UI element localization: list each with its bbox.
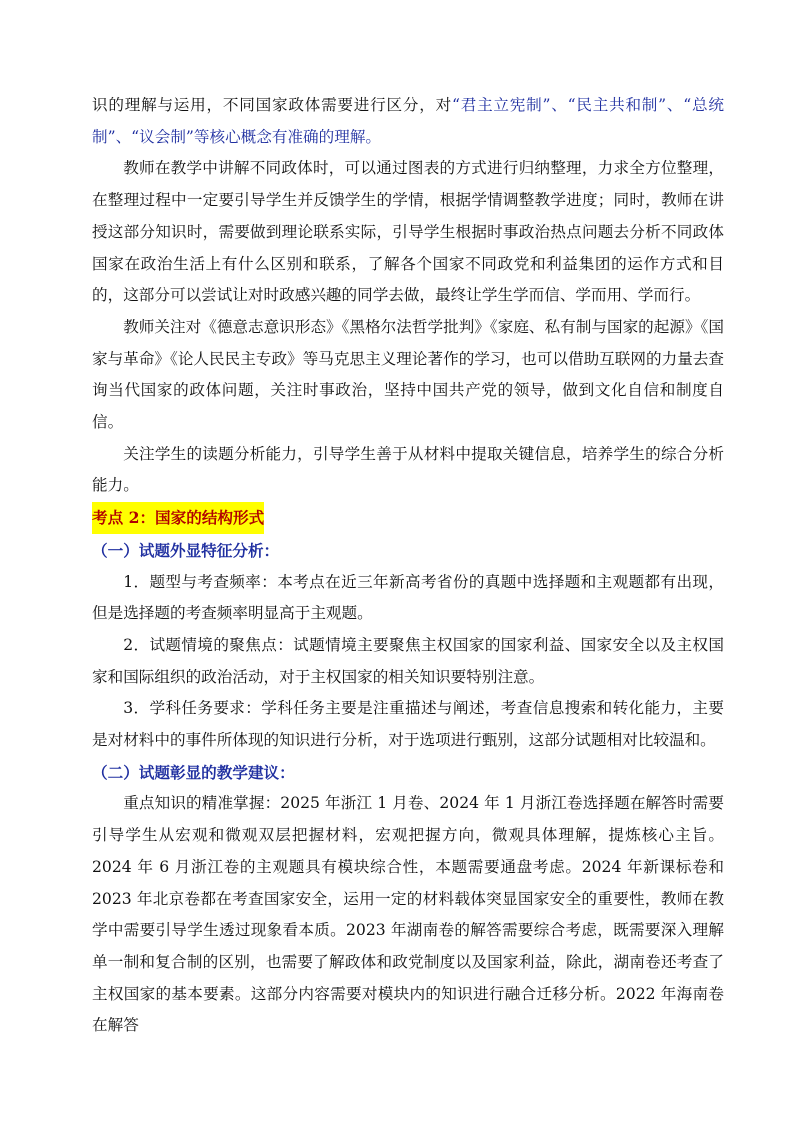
paragraph-teaching-method: 教师在教学中讲解不同政体时，可以通过图表的方式进行归纳整理，力求全方位整理，在整理过程中一定要引导学生并反馈学生的学情，根据学情调整教学进度；同时，教师在讲授这部分知识时，需要做到理论联系实际，引导学生根据时事政治热点问题去分析不同政体国家在政治生活上有什么区别和联系，了解各个国家不同政党和利益集团的运作方式和目的，这部分可以尝试让对时政感兴趣的同学去做，最终让学生学而信、学而用、学而行。	[92, 159, 724, 305]
subheading-suggestions: （二）试题彰显的教学建议：	[92, 762, 295, 782]
list-item-question-type: 1．题型与考查频率：本考点在近三年新高考省份的真题中选择题和主观题都有出现，但是选择题的考查频率明显高于主观题。	[92, 572, 724, 623]
paragraph-text: 识的理解与运用，不同国家政体需要进行区分，对	[92, 96, 452, 114]
document-body	[92, 90, 724, 1042]
subheading-features: （一）试题外显特征分析：	[92, 540, 280, 560]
list-item-context-focus: 2．试题情境的聚焦点：试题情境主要聚焦主权国家的国家利益、国家安全以及主权国家和国际组织的政治活动，对于主权国家的相关知识要特别注意。	[92, 635, 724, 686]
section-heading-row	[92, 502, 724, 535]
paragraph-theory-study: 教师关注对《德意志意识形态》《黑格尔法哲学批判》《家庭、私有制与国家的起源》《国家与革命》《论人民民主专政》等马克思主义理论著作的学习，也可以借助互联网的力量去查询当代国家的政体问题，关注时事政治，坚持中国共产党的领导，做到文化自信和制度自信。	[92, 317, 724, 432]
paragraph-continuation	[92, 90, 724, 153]
paragraph-reading-skills: 关注学生的读题分析能力，引导学生善于从材料中提取关键信息，培养学生的综合分析能力。	[92, 444, 724, 495]
paragraph-key-knowledge: 重点知识的精准掌握：2025 年浙江 1 月卷、2024 年 1 月浙江卷选择题在解答时需要引导学生从宏观和微观双层把握材料，宏观把握方向，微观具体理解，提炼核心主旨。2024 年 6 月浙江卷的主观题具有模块综合性，本题需要通盘考虑。2024 年新课标卷和 2023 年北京卷都在考查国家安全，运用一定的材料载体突显国家安全的重要性，教师在教学中需要引导学生透过现象看本质。2023 年湖南卷的解答需要综合考虑，既需要深入理解单一制和复合制的区别，也需要了解政体和政党制度以及国家利益，除此，湖南卷还考查了主权国家的基本要素。这部分内容需要对模块内的知识进行融合迁移分析。2022 年海南卷在解答	[92, 794, 724, 1035]
section-heading: 考点 2：国家的结构形式	[92, 502, 264, 534]
list-item-task-requirements: 3．学科任务要求：学科任务主要是注重描述与阐述，考查信息搜索和转化能力，主要是对材料中的事件所体现的知识进行分析，对于选项进行甄别，这部分试题相对比较温和。	[92, 699, 724, 750]
key-concepts-text: “君主立宪制”、“民主共和制”、“总统制”、“议会制”等核心概念有准确的理解。	[92, 96, 724, 146]
